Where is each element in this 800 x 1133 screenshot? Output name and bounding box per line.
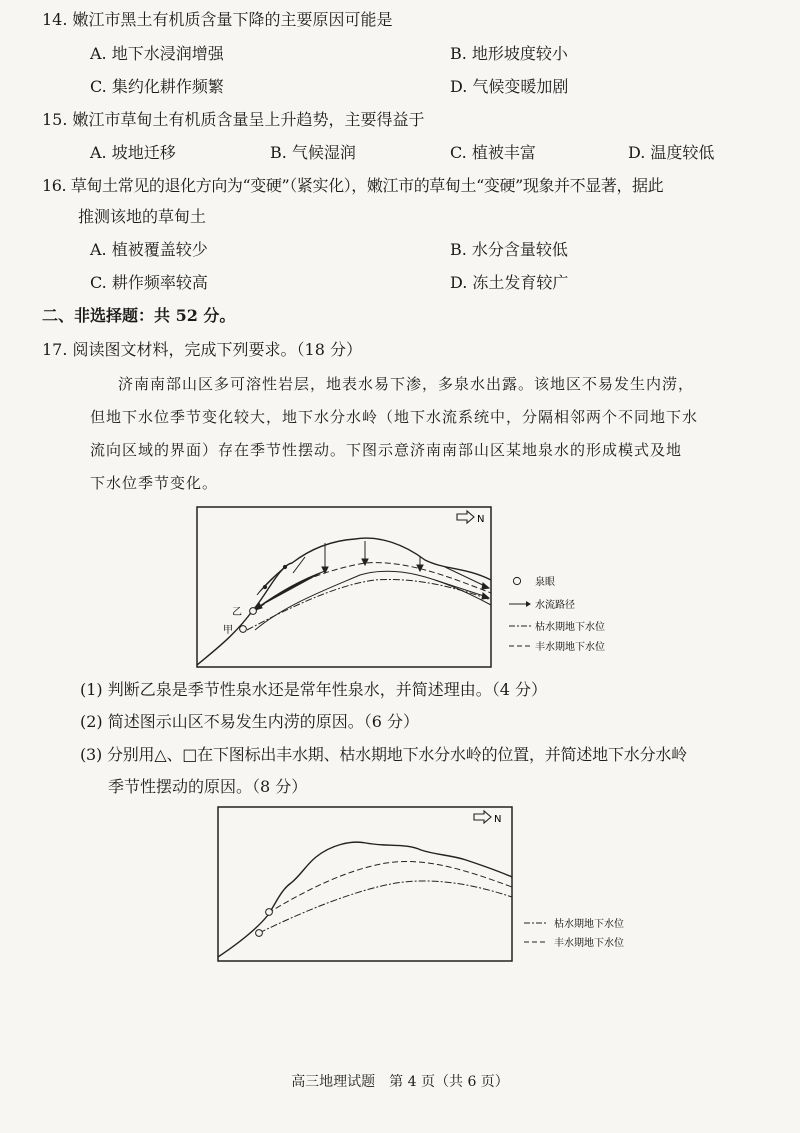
q16-option-d[interactable]: D. 冻土发育较广: [450, 273, 569, 292]
q17-passage-line4: 下水位季节变化。: [90, 474, 219, 492]
spring-yi-label: 乙: [232, 607, 242, 618]
q17-sub1: (1) 判断乙泉是季节性泉水还是常年性泉水，并简述理由。（4 分）: [80, 680, 548, 699]
q17-stem: 17. 阅读图文材料，完成下列要求。（18 分）: [42, 340, 362, 359]
figure2-legend: [524, 917, 624, 949]
figure1-flow-arrows: [255, 541, 489, 610]
legend-flow-label: 水流路径: [535, 600, 575, 611]
watershed-answer-figure: [216, 805, 656, 965]
spring-yi-icon: [250, 608, 257, 615]
figure1-terrain: [197, 538, 491, 665]
q14-stem: 14. 嫩江市黑土有机质含量下降的主要原因可能是: [42, 10, 393, 29]
spring-jia-label: 甲: [223, 625, 233, 636]
legend-spring-icon: [513, 577, 520, 584]
page-footer: 高三地理试题 第 4 页（共 6 页）: [291, 1074, 509, 1090]
q16-stem-line1: 16. 草甸土常见的退化方向为“变硬”（紧实化），嫩江市的草甸土“变硬”现象并不显著，据此: [42, 176, 664, 195]
q15-option-c[interactable]: C. 植被丰富: [450, 143, 536, 162]
figure1-legend: [509, 575, 605, 653]
section-heading: 二、非选择题：共 52 分。: [42, 306, 236, 325]
legend-spring-label: 泉眼: [535, 577, 555, 588]
q16-option-a[interactable]: A. 植被覆盖较少: [90, 240, 208, 259]
legend-wet-label: 丰水期地下水位: [535, 642, 605, 653]
q15-option-b[interactable]: B. 气候湿润: [270, 143, 356, 162]
figure2-spring-upper-icon: [266, 909, 273, 916]
q15-stem: 15. 嫩江市草甸土有机质含量呈上升趋势，主要得益于: [42, 110, 425, 129]
q14-option-d[interactable]: D. 气候变暖加剧: [450, 77, 569, 96]
spring-jia-icon: [240, 626, 247, 633]
q17-sub2: (2) 简述图示山区不易发生内涝的原因。（6 分）: [80, 712, 420, 731]
figure2-frame: [218, 807, 512, 961]
q14-option-b[interactable]: B. 地形坡度较小: [450, 44, 568, 63]
q17-sub3-line1: (3) 分别用△、□在下图标出丰水期、枯水期地下水分水岭的位置，并简述地下水分水岭: [80, 745, 687, 764]
q17-passage-line1: 济南南部山区多可溶性岩层，地表水易下渗，多泉水出露。该地区不易发生内涝，: [118, 375, 695, 393]
figure2-north-arrow-icon: [474, 811, 491, 823]
figure1-north-arrow-icon: [457, 511, 474, 523]
figure2-spring-lower-icon: [256, 930, 263, 937]
q15-option-d[interactable]: D. 温度较低: [628, 143, 715, 162]
q17-passage-line3: 流向区域的界面）存在季节性摆动。下图示意济南南部山区某地泉水的形成模式及地: [90, 441, 683, 459]
q16-option-c[interactable]: C. 耕作频率较高: [90, 273, 208, 292]
figure2-dry-water-table: [259, 881, 512, 933]
legend-dry-label: 枯水期地下水位: [535, 622, 605, 633]
q17-sub3-line2: 季节性摆动的原因。（8 分）: [108, 777, 308, 796]
q16-option-b[interactable]: B. 水分含量较低: [450, 240, 568, 259]
spring-formation-figure: [195, 505, 645, 675]
figure2-legend-wet-label: 丰水期地下水位: [554, 938, 624, 949]
figure2-legend-dry-label: 枯水期地下水位: [554, 919, 624, 930]
q14-option-a[interactable]: A. 地下水浸润增强: [90, 44, 224, 63]
figure2-terrain: [218, 842, 512, 957]
figure1-north-label: N: [477, 514, 485, 525]
q15-option-a[interactable]: A. 坡地迁移: [90, 143, 176, 162]
q16-stem-line2: 推测该地的草甸土: [78, 207, 207, 226]
figure2-north-label: N: [494, 814, 502, 825]
q17-passage-line2: 但地下水位季节变化较大，地下水分水岭（地下水流系统中，分隔相邻两个不同地下水: [90, 408, 699, 426]
q14-option-c[interactable]: C. 集约化耕作频繁: [90, 77, 224, 96]
